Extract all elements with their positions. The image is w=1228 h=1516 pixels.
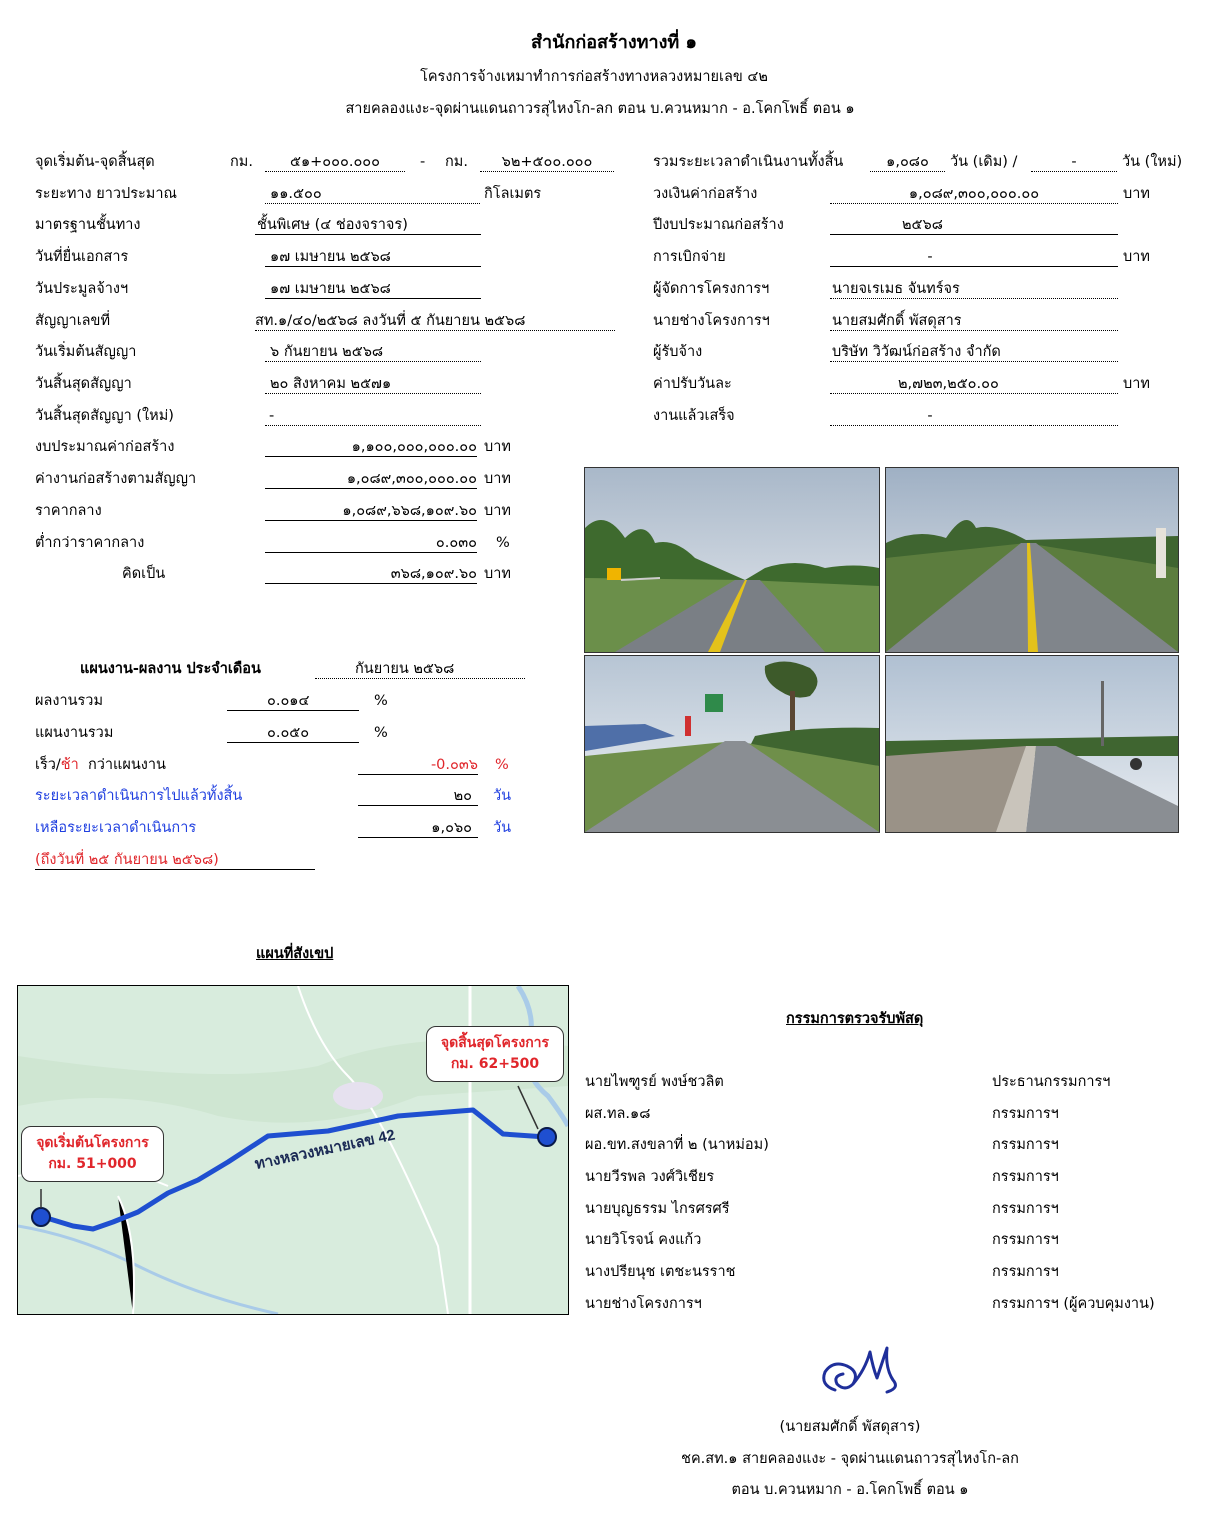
contractor-value: บริษัท วิวัฒน์ก่อสร้าง จำกัด	[830, 343, 1118, 362]
org-title: สำนักก่อสร้างทางที่ ๑	[531, 32, 697, 53]
plan-label	[35, 724, 113, 742]
start-callout-km: กม. 51+000	[48, 1156, 137, 1172]
site-photo-1	[584, 467, 880, 653]
road-label: ทางหลวงหมายเลข 42	[253, 1126, 397, 1173]
signature-name: (นายสมศักดิ์ พัสดุสาร)	[779, 1419, 921, 1435]
committee-member-role: กรรมการฯ	[992, 1201, 1059, 1217]
contract-start-label: วันเริ่มต้นสัญญา	[35, 344, 137, 360]
signature-mark	[815, 1340, 910, 1405]
remaining-value: ๑,๐๖๐	[358, 819, 478, 838]
median-price-unit: บาท	[484, 503, 511, 519]
committee-member-role: ประธานกรรมการฯ	[992, 1074, 1111, 1090]
median-price-value: ๑,๐๘๙,๖๖๘,๑๐๙.๖๐	[265, 502, 477, 521]
disbursement-line	[1030, 248, 1118, 267]
completed-label: งานแล้วเสร็จ	[653, 408, 735, 424]
km-start-value: ๕๑+๐๐๐.๐๐๐	[265, 153, 405, 172]
project-manager-value: นายจเรเมธ จันทร์จร	[830, 280, 1118, 299]
remaining-label: เหลือระยะเวลาดำเนินการ	[35, 820, 197, 836]
elapsed-value: ๒๐	[358, 787, 478, 806]
below-median-value: ๐.๐๓๐	[265, 534, 477, 553]
km-dash: -	[420, 154, 426, 170]
site-photo-3	[584, 655, 880, 833]
contract-amount-value: ๑,๐๘๙,๓๐๐,๐๐๐.๐๐	[830, 185, 1118, 204]
committee-member-role: กรรมการฯ	[992, 1232, 1059, 1248]
diff-label-slow: ช้า	[60, 757, 79, 773]
project-map	[17, 985, 569, 1315]
disbursement-label: การเบิกจ่าย	[653, 249, 726, 265]
diff-unit: %	[495, 757, 509, 773]
result-value: ๐.๐๑๔	[227, 692, 359, 711]
contract-end-value: ๒๐ สิงหาคม ๒๕๗๑	[265, 375, 481, 394]
km-label: กม.	[230, 154, 253, 170]
project-manager-label: ผู้จัดการโครงการฯ	[653, 281, 770, 297]
end-callout-title: จุดสิ้นสุดโครงการ	[440, 1035, 550, 1051]
start-marker	[32, 1208, 50, 1226]
site-photo-4	[885, 655, 1179, 833]
result-label: ผลงานรวม	[35, 693, 104, 709]
committee-member-name: ผส.ทล.๑๘	[585, 1106, 651, 1122]
contract-start-value: ๖ กันยายน ๒๕๖๘	[265, 343, 481, 362]
total-duration-new-value: -	[1031, 153, 1117, 172]
committee-member-name: นายวิโรจน์ คงแก้ว	[585, 1232, 702, 1248]
distance-label: ระยะทาง ยาวประมาณ	[35, 186, 177, 202]
disbursement-unit: บาท	[1123, 249, 1150, 265]
diff-label-fast: เร็ว/	[35, 757, 61, 773]
budget-year-value: ๒๕๖๘	[830, 216, 1118, 235]
map-title: แผนที่สังเขป	[256, 946, 334, 962]
diff-label	[35, 756, 166, 774]
project-engineer-value: นายสมศักดิ์ พัสดุสาร	[830, 312, 1118, 331]
km-end-value: ๖๒+๕๐๐.๐๐๐	[480, 153, 614, 172]
result-unit: %	[374, 693, 388, 709]
route-title: สายคลองแงะ-จุดผ่านแดนถาวรสุไหงโก-ลก ตอน บ.ควนหมาก - อ.โคกโพธิ์ ตอน ๑	[345, 101, 855, 117]
contractor-label: ผู้รับจ้าง	[653, 344, 703, 360]
committee-member-role: กรรมการฯ	[992, 1264, 1059, 1280]
distance-value: ๑๑.๕๐๐	[265, 185, 480, 204]
start-callout	[21, 1126, 164, 1182]
remaining-unit: วัน	[493, 820, 512, 836]
committee-member-role: กรรมการฯ	[992, 1106, 1059, 1122]
start-callout-title: จุดเริ่มต้นโครงการ	[36, 1135, 149, 1151]
budget-label: งบประมาณค่าก่อสร้าง	[35, 439, 175, 455]
equals-unit: บาท	[484, 566, 511, 582]
disbursement-value: -	[830, 248, 1030, 267]
committee-member-name: นายช่างโครงการฯ	[585, 1296, 702, 1312]
completed-value: -	[830, 407, 1030, 426]
total-duration-orig-label: วัน (เดิม) /	[950, 154, 1018, 170]
signature-position-2: ตอน บ.ควนหมาก - อ.โคกโพธิ์ ตอน ๑	[731, 1482, 969, 1498]
contract-amount-unit: บาท	[1123, 186, 1150, 202]
end-callout-km: กม. 62+500	[450, 1056, 540, 1072]
equals-value: ๓๖๘,๑๐๙.๖๐	[265, 565, 477, 584]
km-label-2: กม.	[445, 154, 468, 170]
daily-fine-unit: บาท	[1123, 376, 1150, 392]
daily-fine-label: ค่าปรับวันละ	[653, 376, 732, 392]
contract-no-value: สท.๑/๔๐/๒๕๖๘ ลงวันที่ ๕ กันยายน ๒๕๖๘	[255, 312, 615, 331]
below-median-label: ต่ำกว่าราคากลาง	[35, 535, 145, 551]
end-callout	[426, 1026, 564, 1082]
committee-member-name: นายบุญธรรม ไกรศรศรี	[585, 1201, 730, 1217]
standard-label: มาตรฐานชั้นทาง	[35, 217, 141, 233]
doc-date-value: ๑๗ เมษายน ๒๕๖๘	[265, 248, 481, 267]
committee-member-name: ผอ.ขท.สงขลาที่ ๒ (นาหม่อม)	[585, 1137, 769, 1153]
committee-member-role: กรรมการฯ (ผู้ควบคุมงาน)	[992, 1296, 1155, 1312]
committee-member-name: นายวีรพล วงศ์วิเชียร	[585, 1169, 715, 1185]
bid-date-value: ๑๗ เมษายน ๒๕๖๘	[265, 280, 481, 299]
committee-member-name: นางปรียนุช เตชะนรราช	[585, 1264, 736, 1280]
budget-value: ๑,๑๐๐,๐๐๐,๐๐๐.๐๐	[265, 438, 477, 457]
doc-date-label: วันที่ยื่นเอกสาร	[35, 249, 129, 265]
plan-label-text: แผนงานรวม	[35, 725, 114, 741]
completed-line	[1030, 407, 1118, 426]
signature-position-1: ชค.สท.๑ สายคลองแงะ - จุดผ่านแดนถาวรสุไหงโก-ลก	[681, 1451, 1019, 1467]
contract-no-label: สัญญาเลขที่	[35, 313, 111, 329]
contract-price-value: ๑,๐๘๙,๓๐๐,๐๐๐.๐๐	[265, 470, 477, 489]
elapsed-label: ระยะเวลาดำเนินการไปแล้วทั้งสิ้น	[35, 788, 243, 804]
standard-value: ชั้นพิเศษ (๔ ช่องจราจร)	[255, 216, 481, 235]
contract-end-new-value: -	[265, 407, 481, 426]
total-duration-new-label: วัน (ใหม่)	[1122, 154, 1183, 170]
total-duration-label: รวมระยะเวลาดำเนินงานทั้งสิ้น	[653, 154, 844, 170]
contract-end-label: วันสิ้นสุดสัญญา	[35, 376, 132, 392]
diff-label-rest: กว่าแผนงาน	[78, 757, 166, 773]
diff-value: -0.๐๓๖	[358, 756, 478, 775]
daily-fine-value: ๒,๗๒๓,๒๕๐.๐๐	[830, 375, 1118, 394]
contract-amount-label: วงเงินค่าก่อสร้าง	[653, 186, 758, 202]
project-title: โครงการจ้างเหมาทำการก่อสร้างทางหลวงหมายเลข ๔๒	[420, 69, 768, 85]
below-median-unit: %	[496, 535, 510, 551]
site-photo-2	[885, 467, 1179, 653]
committee-member-name: นายไพฑูรย์ พงษ์ชวลิต	[585, 1074, 724, 1090]
equals-label: คิดเป็น	[122, 566, 166, 582]
progress-heading: แผนงาน-ผลงาน ประจำเดือน	[80, 661, 261, 677]
median-price-label: ราคากลาง	[35, 503, 102, 519]
start-end-label: จุดเริ่มต้น-จุดสิ้นสุด	[35, 154, 155, 170]
plan-unit: %	[374, 725, 388, 741]
as-of-date: (ถึงวันที่ ๒๕ กันยายน ๒๕๖๘)	[35, 851, 315, 870]
elapsed-unit: วัน	[493, 788, 512, 804]
bid-date-label: วันประมูลจ้างฯ	[35, 281, 129, 297]
contract-price-label: ค่างานก่อสร้างตามสัญญา	[35, 471, 197, 487]
contract-end-new-label: วันสิ้นสุดสัญญา (ใหม่)	[35, 408, 174, 424]
committee-title: กรรมการตรวจรับพัสดุ	[786, 1011, 924, 1027]
contract-price-unit: บาท	[484, 471, 511, 487]
distance-unit: กิโลเมตร	[484, 186, 542, 202]
budget-unit: บาท	[484, 439, 511, 455]
total-duration-value: ๑,๐๘๐	[870, 153, 945, 172]
progress-month: กันยายน ๒๕๖๘	[315, 660, 525, 679]
plan-value: ๐.๐๕๐	[227, 724, 359, 743]
committee-member-role: กรรมการฯ	[992, 1137, 1059, 1153]
budget-year-label: ปีงบประมาณก่อสร้าง	[653, 217, 784, 233]
end-marker	[538, 1128, 556, 1146]
committee-member-role: กรรมการฯ	[992, 1169, 1059, 1185]
project-engineer-label: นายช่างโครงการฯ	[653, 313, 770, 329]
